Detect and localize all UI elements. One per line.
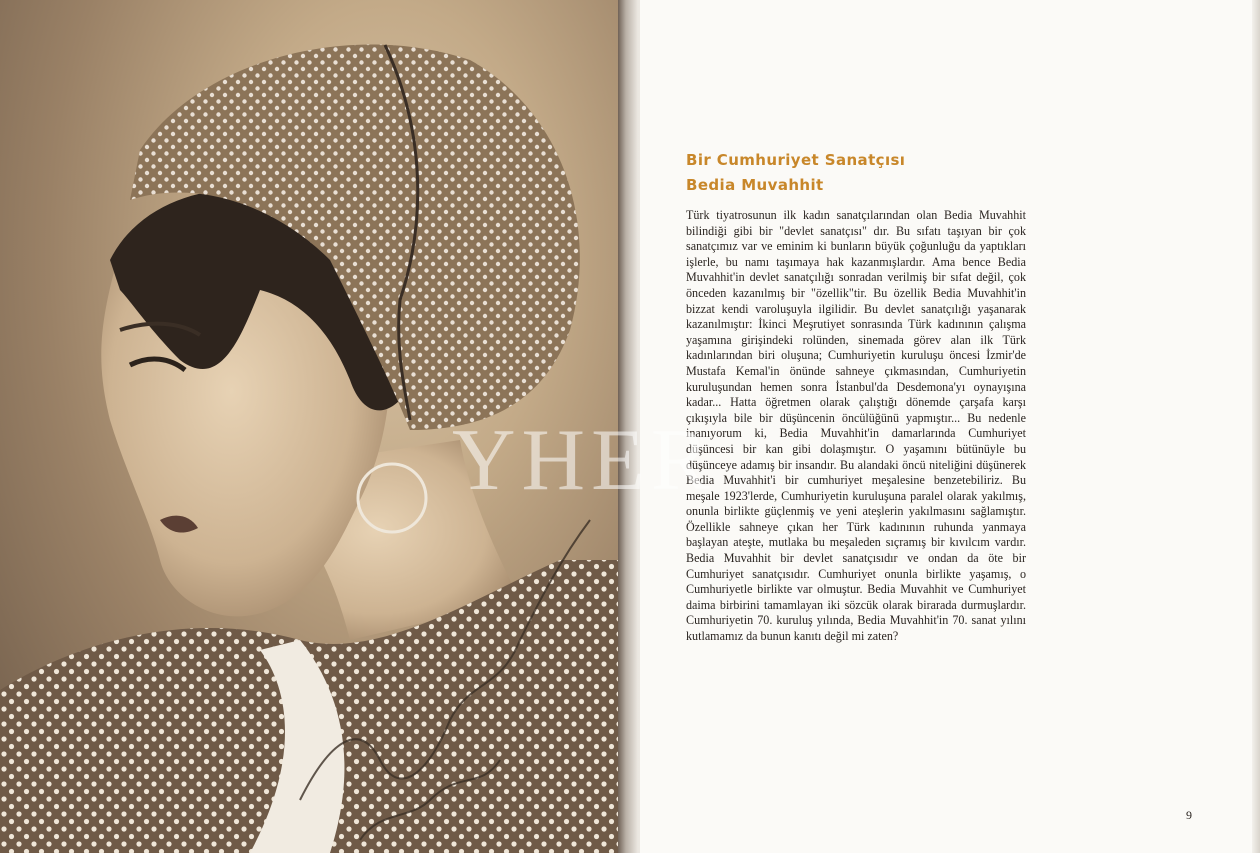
- page-edge: [1252, 0, 1260, 853]
- article-title: [686, 148, 1086, 198]
- page-number: 9: [1186, 808, 1192, 822]
- portrait-photo: [0, 0, 625, 853]
- left-page-photo: [0, 0, 625, 853]
- article-body: [686, 208, 1026, 645]
- title-line-2: Bedia Muvahhit: [686, 176, 824, 194]
- body-paragraph: Türk tiyatrosunun ilk kadın sanatçılarından olan Bedia Muvahhit bilindiği gibi bir "devlet sanatçısı" dır. Bu sıfatı taşıyan bir çok sanatçımız var ve eminim ki bunların büyük çoğunluğu da yaptıkları işlerle, bu namı taşımaya hak kazanmışlardır. Ama bence Bedia Muvahhit'in devlet sanatçılığı sonradan verilmiş bir sıfat değil, çok önceden kazanılmış bir "özellik"tir. Bu özellik Bedia Muvahhit'in bizzat kendi varoluşuyla ilgilidir. Bu devlet sanatçılığı yaşanarak kazanılmıştır: İkinci Meşrutiyet sonrasında Türk kadınının çalışma yaşamına girişindeki rolünden, sinemada görev alan ilk Türk kadınlarından biri oluşuna; Cumhuriyetin kuruluşu öncesi İzmir'de Mustafa Kemal'in önünde sahneye çıkmasından, Cumhuriyetin kuruluşundan hemen sonra İstanbul'da Desdemona'yı oynayışına kadar... Hatta öğretmen olarak çalıştığı dönemde çarşafa karşı çıkışıyla bile bir düşüncenin öncülüğünü yapmıştır... Bu nedenle inanıyorum ki, Bedia Muvahhit'in damarlarında Cumhuriyet düşüncesi bir kan gibi dolaşmıştır. O yaşamını bütünüyle bu düşünceye adamış bir insandır. Bu alandaki öncü niteliğini düşünerek Bedia Muvahhit'i bir cumhuriyet meşalesine benzetebiliriz. Bu meşale 1923'lerde, Cumhuriyetin kuruluşuna paralel olarak yakılmış, onunla birlikte güçlenmiş ve yeni ateşlerin yakılmasını sağlamıştır. Özellikle sahneye çıkan her Türk kadınının ruhunda yanmaya başlayan ateşte, mutlaka bu meşaleden sıçramış bir kıvılcım vardır. Bedia Muvahhit bir devlet sanatçısıdır ve ondan da öte bir Cumhuriyet sanatçısıdır. Cumhuriyet onunla birlikte yaşamış, o Cumhuriyetle birlikte var olmuştur. Bedia Muvahhit ve Cumhuriyet daima birbirini tamamlayan iki sözcük olarak birarada durmuşlardır. Cumhuriyetin 70. kuruluş yılında, Bedia Muvahhit'in 70. sanat yılını kutlamamız da bunun kanıtı değil mi zaten?: [686, 208, 1026, 644]
- right-page: [640, 0, 1252, 853]
- watermark: YHER: [452, 412, 716, 509]
- title-line-1: Bir Cumhuriyet Sanatçısı: [686, 151, 906, 169]
